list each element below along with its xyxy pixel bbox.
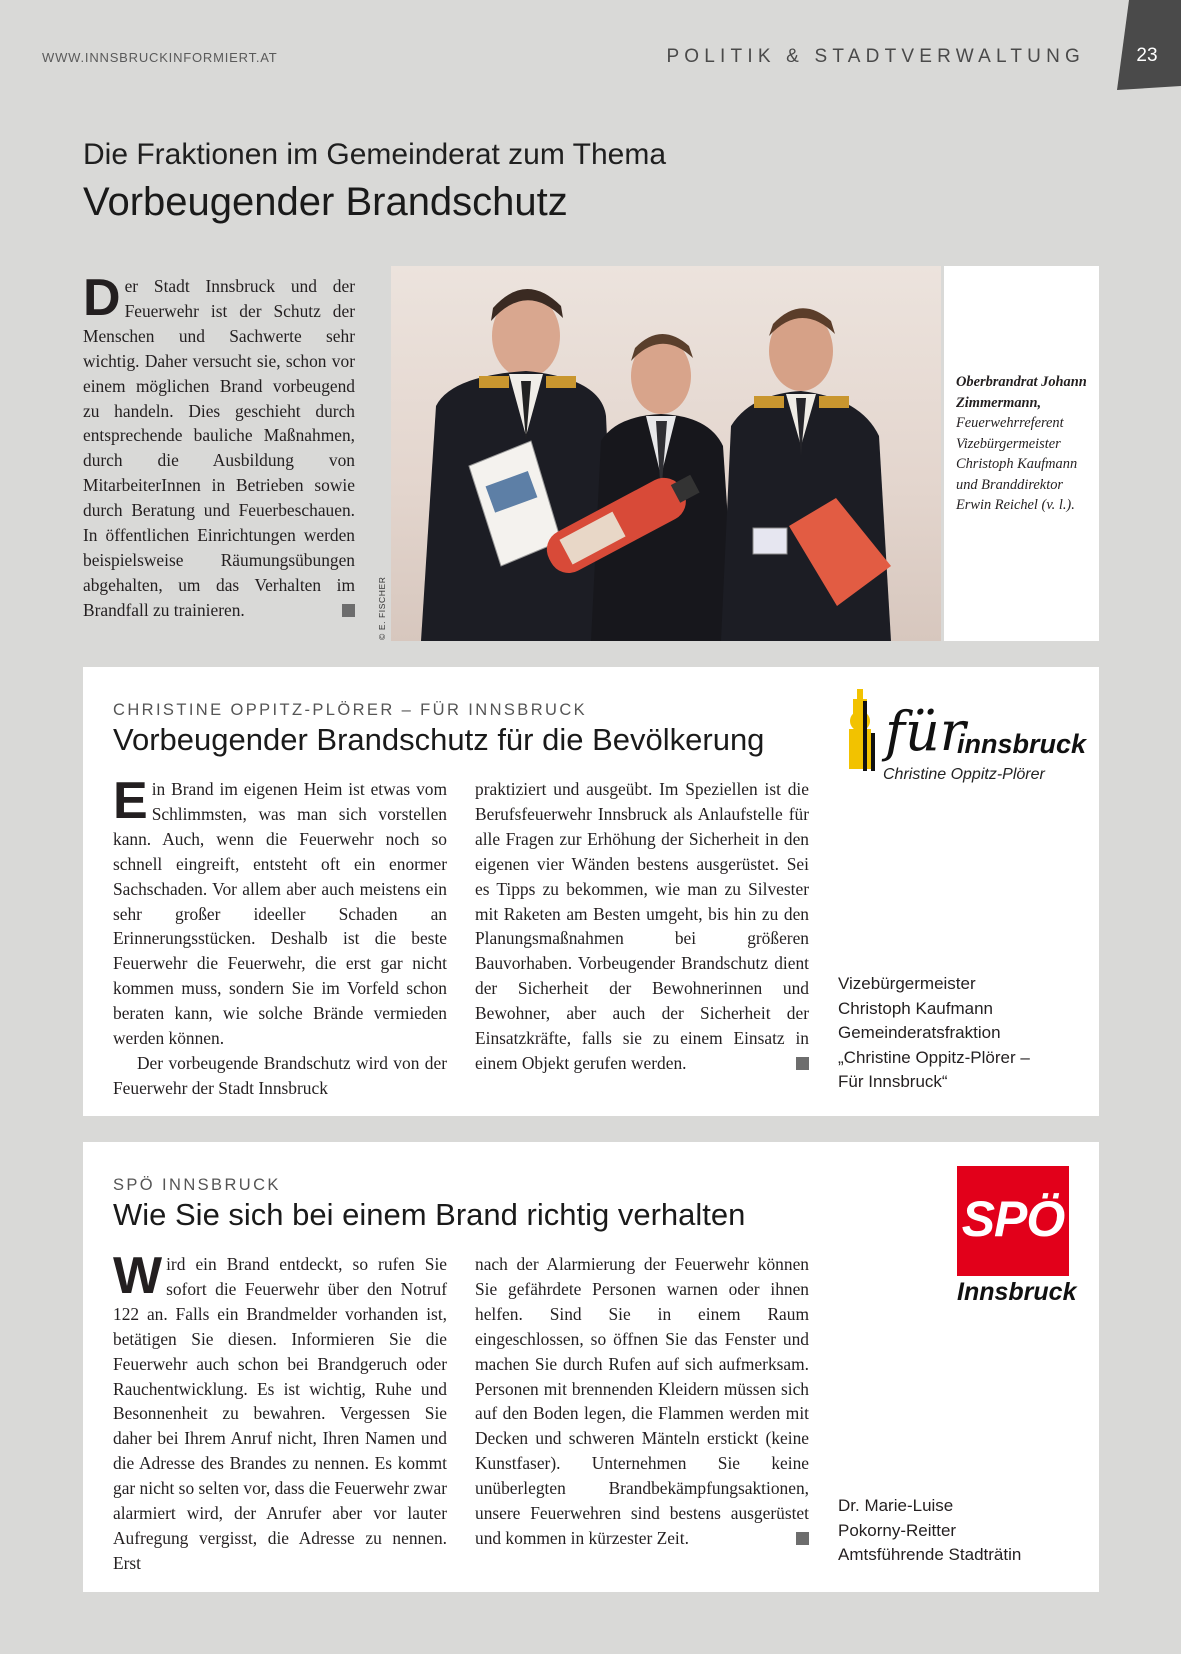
box1-col2-text: praktiziert und ausgeübt. Im Speziellen ist die Berufsfeuerwehr Innsbruck als Anlaufstelle für alle Fragen zur Erhöhung der Sicherheit in den eigenen vier Wänden bestens ausgerüstet. Sei es Tipps zu bekommen, wie man zu Silvester mit Raketen am Besten umgeht, bis hin zu den Planungsmaßnahmen bei größeren Bauvorhaben. Vorbeugender Brandschutz dient der Sicherheit der Bewohnerinnen und Bewohner, aber auch der Sicherheit der Einsatzkräfte, falls sie zu einem Einsatz in einem Objekt gerufen werden. xyxy=(475,779,809,1073)
box1-col1-p2: Der vorbeugende Brandschutz wird von der Feuerwehr der Stadt Innsbruck xyxy=(113,1052,447,1098)
photo-caption xyxy=(944,266,1099,641)
box2-kicker: SPÖ INNSBRUCK xyxy=(113,1176,281,1194)
spoe-logo xyxy=(957,1166,1077,1306)
article-headline: Vorbeugender Brandschutz xyxy=(83,180,568,224)
box1-dropcap: E xyxy=(113,772,148,830)
section-label: POLITIK & STADTVERWALTUNG xyxy=(666,46,1085,67)
box1-kicker: CHRISTINE OPPITZ-PLÖRER – FÜR INNSBRUCK xyxy=(113,701,588,719)
box2-column-right xyxy=(475,1252,809,1551)
box1-col1-p1: in Brand im eigenen Heim ist etwas vom Schlimmsten, was man sich vorstellen kann. Auch, wenn die Feuerwehr noch so schnell eingreift, entsteht oft ein enormer Sachschaden. Vor allem aber auch meistens ein sehr großer ideeller Schaden an Erinnerungsstücken. Deshalb ist die beste Feuerwehr die Feuerwehr, die erst gar nicht kommen muss, sondern Sie im Vorfeld schon beraten kann, wie solche Brände vermieden werden können. xyxy=(113,779,447,1049)
box2-title: Wie Sie sich bei einem Brand richtig verhalten xyxy=(113,1197,746,1232)
page-number: 23 xyxy=(1136,45,1158,66)
party-statement-spoe xyxy=(83,1142,1099,1592)
intro-paragraph xyxy=(83,269,355,623)
photo-illustration xyxy=(391,266,941,641)
signature-line: Dr. Marie-Luise xyxy=(838,1496,954,1515)
signature-line: „Christine Oppitz-Plörer – xyxy=(838,1047,1030,1067)
signature-line: Für Innsbruck“ xyxy=(838,1072,948,1092)
intro-dropcap: D xyxy=(83,269,121,327)
logo-word-fuer: für xyxy=(885,700,966,763)
signature-line: Vizebürgermeister xyxy=(838,974,976,993)
box2-dropcap: W xyxy=(113,1247,163,1305)
end-mark-icon xyxy=(796,1532,809,1545)
article-kicker: Die Fraktionen im Gemeinderat zum Thema xyxy=(83,138,667,171)
box2-signature xyxy=(838,1494,1088,1568)
party-statement-fuer-innsbruck xyxy=(83,667,1099,1116)
end-mark-icon xyxy=(342,604,355,617)
fuer-innsbruck-logo xyxy=(837,689,1087,789)
box2-col1-text: ird ein Brand entdeckt, so rufen Sie sofort die Feuerwehr über den Notruf 122 an. Falls ein Brandmelder vorhanden ist, betätigen Sie diesen. Informieren Sie die Feuerwehr auch schon bei Brandgeruch oder Rauchentwicklung. Es ist wichtig, Ruhe und Besonnenheit zu bewahren. Vergessen Sie daher bei Ihrem Anruf nicht, Ihren Namen und die Adresse des Brandes zu nennen. Es kommt gar nicht so selten vor, dass die Feuerwehr zwar alarmiert wird, der Anrufer aber vor lauter Aufregung vergisst, die Adresse zu nennen. Erst xyxy=(113,1254,447,1573)
website-url: WWW.INNSBRUCKINFORMIERT.AT xyxy=(42,50,278,65)
spoe-logo-town: Innsbruck xyxy=(957,1278,1077,1306)
intro-text: er Stadt Innsbruck und der Feuerwehr ist der Schutz der Menschen und Sachwerte sehr wichtig. Daher versucht sie, schon vor einem möglichen Brand vorbeugend zu handeln. Dies geschieht durch entsprechende bauliche Maßnahmen, durch die Ausbildung von MitarbeiterInnen in Betrieben sowie durch Beratung und Feuerbeschauen. In öffentlichen Einrichtungen werden beispielsweise Räumungsübungen abgehalten, um das Verhalten im Brandfall zu trainieren. xyxy=(83,276,355,620)
spoe-logo-word: SPÖ xyxy=(961,1191,1065,1247)
logo-word-innsbruck: innsbruck xyxy=(957,729,1087,759)
signature-line: Gemeinderatsfraktion xyxy=(838,1023,1001,1043)
box2-column-left xyxy=(113,1247,447,1576)
box1-column-left xyxy=(113,772,447,1101)
end-mark-icon xyxy=(796,1057,809,1070)
logo-name: Christine Oppitz-Plörer xyxy=(883,766,1045,783)
caption-names: Oberbrandrat Johann Zimmermann, xyxy=(956,374,1087,411)
signature-line: Christoph Kaufmann xyxy=(838,998,993,1018)
photo-credit: © E. FISCHER xyxy=(377,576,387,640)
signature-line: Amtsführende Stadträtin xyxy=(838,1545,1022,1565)
tower-icon xyxy=(841,689,887,775)
box1-signature xyxy=(838,972,1088,1095)
box2-col2-text: nach der Alarmierung der Feuerwehr können Sie gefährdete Personen warnen oder ihnen helfen. Sind Sie in einem Raum eingeschlossen, so öffnen Sie das Fenster und machen Sie durch Rufen auf sich aufmerksam. Personen mit brennenden Kleidern müssen sich auf den Boden legen, die Flammen werden mit Decken und schweren Mänteln erstickt (keine Kunstfaser). Unternehmen Sie keine unüberlegten Brandbekämpfungsaktionen, unsere Feuerwehren sind bestens ausgerüstet und kommen in kürzester Zeit. xyxy=(475,1254,809,1548)
signature-line: Pokorny-Reitter xyxy=(838,1520,957,1540)
box1-column-right xyxy=(475,777,809,1076)
caption-text: Feuerwehrreferent Vizebürgermeister Christoph Kaufmann und Branddirektor Erwin Reichel (v. l.). xyxy=(956,415,1078,513)
box1-title: Vorbeugender Brandschutz für die Bevölkerung xyxy=(113,722,765,757)
article-photo xyxy=(391,266,941,641)
